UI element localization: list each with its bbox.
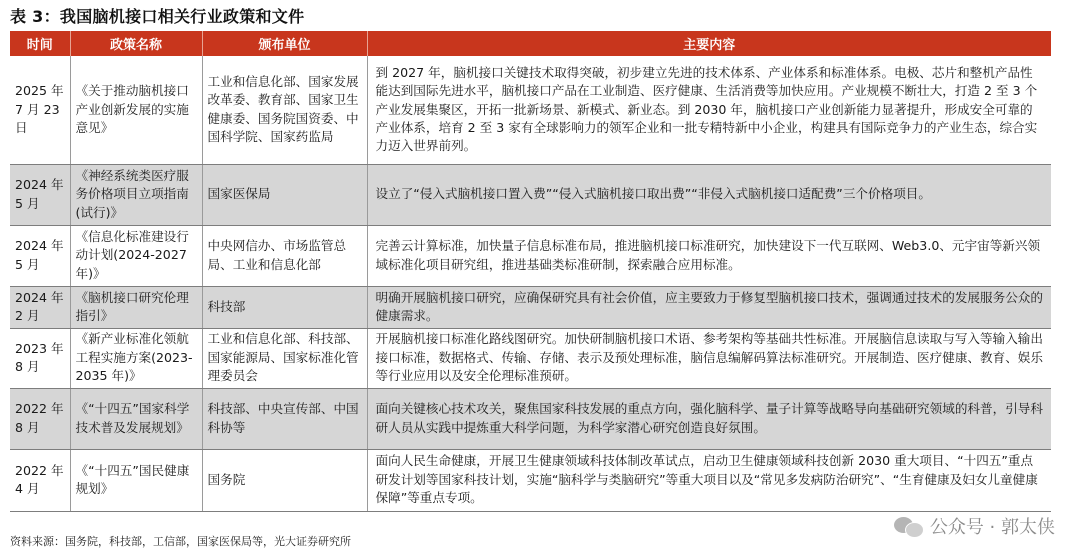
cell-time: 2022 年 8 月	[10, 388, 70, 449]
table-row	[10, 56, 1051, 164]
policy-table-wrap	[10, 31, 1051, 512]
table-row	[10, 449, 1051, 511]
table-row	[10, 225, 1051, 286]
cell-time: 2022 年 4 月	[10, 449, 70, 511]
cell-issuer: 中央网信办、市场监管总局、工业和信息化部	[202, 225, 367, 286]
cell-time: 2025 年 7 月 23 日	[10, 56, 70, 164]
cell-policy-name: 《脑机接口研究伦理指引》	[70, 286, 202, 328]
cell-content: 完善云计算标准，加快量子信息标准布局，推进脑机接口标准研究，加快建设下一代互联网、Web3.0、元宇宙等新兴领域标准化项目研究组，推进基础类标准研制，探索融合应用标准。	[367, 225, 1051, 286]
cell-content: 开展脑机接口标准化路线图研究。加快研制脑机接口术语、参考架构等基础共性标准。开展脑信息读取与写入等输入输出接口标准，数据格式、传输、存储、表示及预处理标准，脑信息编解码算法标准研究。开展制造、医疗健康、教育、娱乐等行业应用以及安全伦理标准预研。	[367, 328, 1051, 388]
cell-policy-name: 《关于推动脑机接口产业创新发展的实施意见》	[70, 56, 202, 164]
cell-content: 明确开展脑机接口研究，应确保研究具有社会价值，应主要致力于修复型脑机接口技术，强调通过技术的发展服务公众的健康需求。	[367, 286, 1051, 328]
cell-time: 2024 年 2 月	[10, 286, 70, 328]
watermark-text: 公众号 · 郭太侠	[929, 517, 1055, 538]
cell-issuer: 国家医保局	[202, 164, 367, 225]
header-issuer: 颁布单位	[202, 31, 367, 56]
cell-issuer: 科技部	[202, 286, 367, 328]
table-title: 表 3：我国脑机接口相关行业政策和文件	[10, 7, 305, 26]
table-row	[10, 164, 1051, 225]
cell-policy-name: 《神经系统类医疗服务价格项目立项指南(试行)》	[70, 164, 202, 225]
cell-time: 2024 年 5 月	[10, 225, 70, 286]
cell-content: 面向人民生命健康，开展卫生健康领域科技体制改革试点，启动卫生健康领域科技创新 2030 重大项目、“十四五”重点研发计划等国家科技计划，实施“脑科学与类脑研究”等重大项目以及“常见多发病防治研究”、“生育健康及妇女儿童健康保障”等重点专项。	[367, 449, 1051, 511]
watermark	[894, 513, 1055, 539]
cell-policy-name: 《“十四五”国民健康规划》	[70, 449, 202, 511]
table-row	[10, 388, 1051, 449]
cell-content: 设立了“侵入式脑机接口置入费”“侵入式脑机接口取出费”“非侵入式脑机接口适配费”三个价格项目。	[367, 164, 1051, 225]
source-note: 资料来源：国务院，科技部，工信部，国家医保局等，光大证券研究所	[10, 535, 351, 548]
cell-issuer: 工业和信息化部、科技部、国家能源局、国家标准化管理委员会	[202, 328, 367, 388]
table-row	[10, 328, 1051, 388]
cell-time: 2023 年 8 月	[10, 328, 70, 388]
cell-time: 2024 年 5 月	[10, 164, 70, 225]
cell-issuer: 国务院	[202, 449, 367, 511]
cell-issuer: 科技部、中央宣传部、中国科协等	[202, 388, 367, 449]
wechat-icon	[894, 515, 924, 537]
cell-content: 到 2027 年，脑机接口关键技术取得突破，初步建立先进的技术体系、产业体系和标准体系。电极、芯片和整机产品性能达到国际先进水平，脑机接口产品在工业制造、医疗健康、生活消费等加快应用。产业规模不断壮大，打造 2 至 3 个产业发展集聚区，开拓一批新场景、新模式、新业态。到 2030 年，脑机接口产业创新能力显著提升，形成安全可靠的产业体系，培育 2 至 3 家有全球影响力的领军企业和一批专精特新中小企业，构建具有国际竞争力的产业生态，综合实力迈入世界前列。	[367, 56, 1051, 164]
cell-issuer: 工业和信息化部、国家发展改革委、教育部、国家卫生健康委、国务院国资委、中国科学院、国家药监局	[202, 56, 367, 164]
cell-policy-name: 《“十四五”国家科学技术普及发展规划》	[70, 388, 202, 449]
cell-policy-name: 《信息化标准建设行动计划(2024-2027 年)》	[70, 225, 202, 286]
header-time: 时间	[10, 31, 70, 56]
policy-table	[10, 31, 1051, 512]
cell-policy-name: 《新产业标准化领航工程实施方案(2023-2035 年)》	[70, 328, 202, 388]
cell-content: 面向关键核心技术攻关，聚焦国家科技发展的重点方向，强化脑科学、量子计算等战略导向基础研究领域的科普，引导科研人员从实践中提炼重大科学问题，为科学家潜心研究创造良好氛围。	[367, 388, 1051, 449]
header-policy-name: 政策名称	[70, 31, 202, 56]
table-row	[10, 286, 1051, 328]
table-header-row	[10, 31, 1051, 56]
header-content: 主要内容	[367, 31, 1051, 56]
